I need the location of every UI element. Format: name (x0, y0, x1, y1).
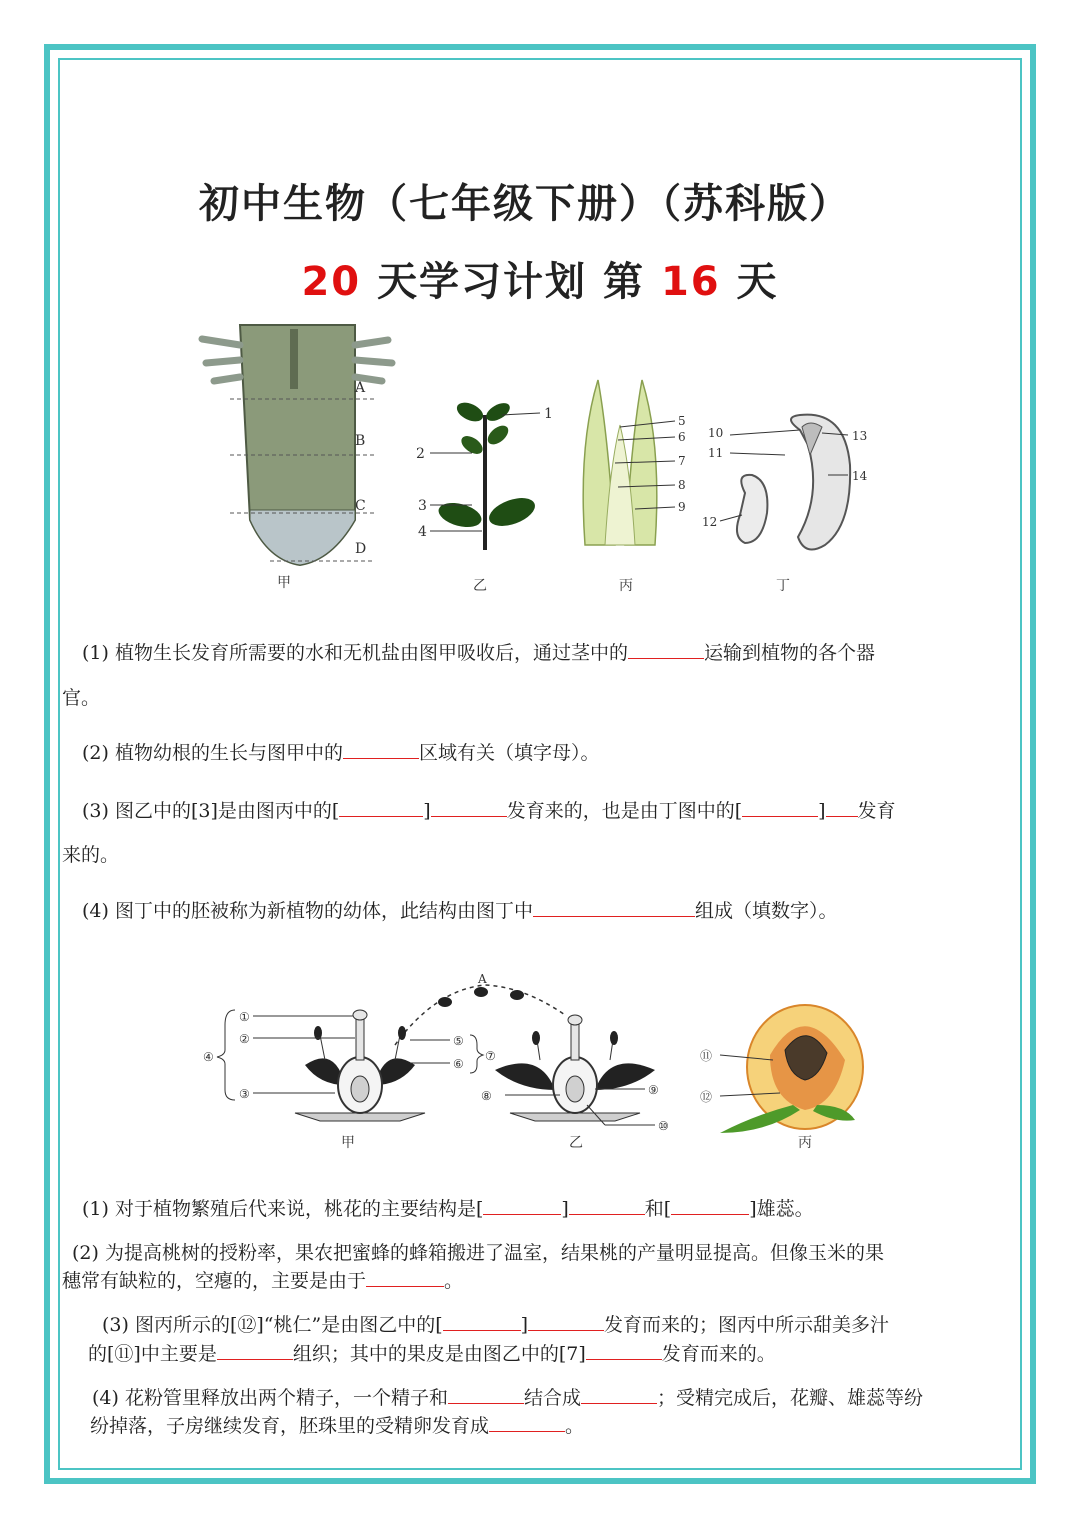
s1-q2-text-a: (2) 植物幼根的生长与图甲中的 (82, 742, 343, 764)
s2-q1-text-b: ] (561, 1198, 569, 1220)
s1-q1-text-b: 运输到植物的各个器 (703, 642, 875, 664)
s1-q2-text-b: 区域有关（填字母）。 (418, 742, 600, 764)
plant-label-1: 1 (544, 406, 553, 422)
flower-yi (481, 1015, 669, 1151)
s2-question-1 (82, 1194, 814, 1224)
s2-q1-text-d: ]雄蕊。 (749, 1198, 814, 1220)
plant-label-2: 2 (416, 446, 425, 462)
s1-q3-blank-2[interactable] (431, 796, 507, 817)
s1-q1-blank[interactable] (628, 638, 704, 659)
flower-label-8: ⑧ (481, 1089, 492, 1103)
page-subtitle (0, 250, 1080, 307)
fig2-caption-jia: 甲 (341, 1135, 355, 1151)
figure-root-shoot-bud-seed (110, 315, 940, 605)
s1-q3-text-e: 发育 (857, 800, 896, 822)
s1-question-3-line1 (82, 796, 896, 826)
s2-q3-text-d: 的[⑪]中主要是 (88, 1343, 217, 1365)
s2-q2-text-c: 。 (444, 1270, 464, 1292)
s1-q4-text-a: (4) 图丁中的胚被称为新植物的幼体，此结构由图丁中 (82, 900, 533, 922)
s2-q1-blank-2[interactable] (569, 1194, 645, 1215)
flower-label-2: ② (239, 1032, 250, 1046)
s1-q3-blank-3[interactable] (742, 796, 818, 817)
fig2-caption-bing: 丙 (798, 1135, 812, 1151)
bud-label-9: 9 (678, 500, 686, 514)
s1-q3-blank-1[interactable] (339, 796, 423, 817)
s2-question-2-line1: (2) 为提高桃树的授粉率，果农把蜜蜂的蜂箱搬进了温室，结果桃的产量明显提高。但像玉米的果 (72, 1242, 884, 1264)
seed-label-11: 11 (708, 446, 724, 460)
seed-label-13: 13 (852, 429, 868, 443)
flower-label-7: ⑦ (485, 1049, 496, 1063)
flower-label-9: ⑨ (648, 1083, 659, 1097)
plant-label-3: 3 (418, 498, 427, 514)
s2-q3-text-c: 发育而来的；图丙中所示甜美多汁 (604, 1314, 890, 1336)
flower-label-3: ③ (239, 1087, 250, 1101)
s1-question-3-line2: 来的。 (62, 844, 120, 866)
s2-question-2-line2 (62, 1266, 463, 1296)
s2-q2-text-b: 穗常有缺粒的，空瘪的，主要是由于 (62, 1270, 367, 1292)
flower-label-10: ⑩ (658, 1119, 669, 1133)
s2-q3-text-b: ] (520, 1314, 529, 1336)
s2-q4-text-c: ；受精完成后，花瓣、雄蕊等纷 (656, 1387, 923, 1409)
s2-q4-text-e: 。 (565, 1415, 585, 1437)
fig1-caption-bing: 丙 (619, 578, 633, 594)
s2-q3-blank-1[interactable] (443, 1310, 521, 1331)
s2-q3-blank-4[interactable] (586, 1339, 662, 1360)
s2-question-4-line2 (90, 1411, 584, 1441)
root-label-a: A (355, 380, 366, 396)
s2-q3-text-f: 发育而来的。 (661, 1343, 776, 1365)
s2-q1-text-a: (1) 对于植物繁殖后代来说，桃花的主要结构是[ (82, 1198, 484, 1220)
flower-label-1: ① (239, 1010, 250, 1024)
s1-q3-text-b: ] (423, 800, 431, 822)
seed-label-10: 10 (708, 426, 724, 440)
fig1-caption-jia: 甲 (277, 575, 291, 591)
bud-label-5: 5 (678, 414, 686, 428)
s2-q1-blank-1[interactable] (483, 1194, 561, 1215)
s1-q3-text-a: (3) 图乙中的[3]是由图丙中的[ (82, 800, 340, 822)
bud-diagram (583, 380, 685, 594)
root-label-b: B (355, 433, 366, 449)
s2-question-3-line1 (102, 1310, 889, 1340)
fig1-caption-yi: 乙 (473, 578, 487, 594)
plan-days: 20 (301, 259, 362, 305)
s1-question-1-line2: 官。 (62, 687, 101, 709)
s2-question-4-line1 (92, 1383, 923, 1413)
s2-q4-blank-1[interactable] (448, 1383, 524, 1404)
s2-q3-blank-2[interactable] (528, 1310, 604, 1331)
s1-q1-text-a: (1) 植物生长发育所需要的水和无机盐由图甲吸收后，通过茎中的 (82, 642, 628, 664)
s2-q4-text-d: 纷掉落，子房继续发育，胚珠里的受精卵发育成 (90, 1415, 490, 1437)
s2-q1-text-c: 和[ (644, 1198, 672, 1220)
bud-label-8: 8 (678, 478, 686, 492)
flower-label-5: ⑤ (453, 1034, 464, 1048)
root-label-c: C (355, 498, 366, 514)
s2-q3-blank-3[interactable] (217, 1339, 293, 1360)
s1-question-4 (82, 896, 837, 926)
s1-q4-text-b: 组成（填数字）。 (694, 900, 838, 922)
day-number: 16 (660, 259, 721, 305)
pollination-label-a: A (478, 972, 487, 986)
fig2-caption-yi: 乙 (569, 1135, 583, 1151)
flower-jia (203, 1010, 496, 1151)
peach-label-11: ⑪ (700, 1049, 713, 1063)
s1-q3-blank-4[interactable] (826, 796, 858, 817)
s1-q3-text-d: ] (818, 800, 826, 822)
peach-diagram (700, 1005, 863, 1151)
s1-question-1-line1 (82, 638, 875, 668)
seed-diagram (702, 415, 868, 594)
plant-shoot-diagram (416, 399, 553, 594)
s1-q2-blank[interactable] (343, 738, 419, 759)
root-label-d: D (355, 541, 367, 557)
s2-q4-blank-2[interactable] (581, 1383, 657, 1404)
s2-q1-blank-3[interactable] (671, 1194, 749, 1215)
page-title: 初中生物（七年级下册）（苏科版） (199, 181, 851, 227)
day-suffix: 天 (736, 259, 779, 305)
bud-label-7: 7 (678, 454, 686, 468)
s2-q4-text-b: 结合成 (523, 1387, 581, 1409)
flower-label-6: ⑥ (453, 1057, 464, 1071)
plan-text: 天学习计划 第 (377, 259, 645, 305)
s2-q4-blank-3[interactable] (489, 1411, 565, 1432)
fig1-caption-ding: 丁 (776, 578, 790, 594)
seed-label-14: 14 (852, 469, 868, 483)
flower-label-4: ④ (203, 1050, 214, 1064)
figure-flower-peach (195, 965, 895, 1160)
s1-q4-blank[interactable] (533, 896, 695, 917)
s1-q3-text-c: 发育来的，也是由丁图中的[ (506, 800, 743, 822)
seed-label-12: 12 (702, 515, 718, 529)
s2-q3-text-e: 组织；其中的果皮是由图乙中的[7] (292, 1343, 586, 1365)
s1-question-2 (82, 738, 599, 768)
s2-q2-blank[interactable] (366, 1266, 444, 1287)
peach-label-12: ⑫ (700, 1090, 713, 1104)
bud-label-6: 6 (678, 430, 686, 444)
plant-label-4: 4 (418, 524, 427, 540)
root-tip-diagram (202, 325, 392, 591)
s2-question-3-line2 (88, 1339, 776, 1369)
s2-q4-text-a: (4) 花粉管里释放出两个精子，一个精子和 (92, 1387, 448, 1409)
s2-q3-text-a: (3) 图丙所示的[⑫]“桃仁”是由图乙中的[ (102, 1314, 443, 1336)
